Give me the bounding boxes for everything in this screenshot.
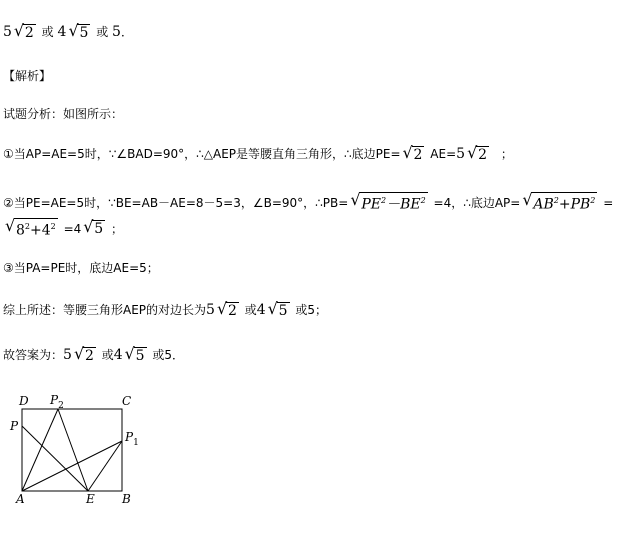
- label-p: P: [10, 419, 19, 433]
- sqrt-symbol: √ 5: [124, 343, 145, 364]
- sqrt-symbol: √ 2: [467, 142, 487, 163]
- summary-line: 综上所述：等腰三角形AEP的对边长为5 √ 2 或4 √ 5 或5；: [3, 298, 328, 319]
- final-answer-line: 故答案为：5 √ 2 或4 √ 5 或5．: [3, 343, 185, 364]
- sqrt-symbol: √ 2: [73, 343, 94, 364]
- label-e: E: [86, 492, 95, 506]
- answer-line: 5 √ 2 或 4 √ 5 或 5．: [3, 20, 133, 41]
- sqrt-symbol: √ 5: [83, 217, 104, 238]
- segment-a-p2: [22, 409, 58, 491]
- label-p1: $P_1$: [125, 430, 139, 448]
- label-a: A: [16, 492, 25, 506]
- sqrt-symbol: √ $AB^2+PB^2$: [522, 190, 596, 213]
- segment-p2-e: [58, 409, 88, 491]
- segment-p-e: [22, 426, 88, 491]
- sqrt-symbol: √ 2: [13, 20, 34, 41]
- case-2-continued: √ $8^2+4^2 =4$ √ 5 ；: [5, 216, 124, 239]
- sqrt-symbol: √ 5: [68, 20, 89, 41]
- sqrt-symbol: √ $PE^2-BE^2$: [350, 190, 426, 213]
- analysis-intro: 试题分析：如图所示：: [3, 107, 124, 121]
- case-1: ①当AP=AE=5时，∵∠BAD=90°，∴△AEP是等腰直角三角形，∴底边PE= √ 2 AE=5 √ 2 ；: [3, 142, 513, 163]
- sqrt-symbol: √ 2: [216, 298, 237, 319]
- case-2: ②当PE=AE=5时，∵BE=AB－AE=8－5=3，∠B=90°，∴PB= √ $PE^2-BE^2 =4$，∴底边AP= √ $AB^2+PB^2$ =: [3, 190, 614, 213]
- segment-e-p1: [88, 441, 122, 491]
- sqrt-symbol: √ 5: [267, 298, 288, 319]
- section-heading: 【解析】: [3, 69, 52, 83]
- label-c: C: [122, 394, 132, 408]
- sqrt-symbol: √ 2: [402, 142, 423, 163]
- label-p2: $P_2$: [50, 393, 64, 411]
- label-b: B: [122, 492, 131, 506]
- rectangle-abcd: [22, 409, 122, 491]
- case-3: ③当PA=PE时，底边AE=5；: [3, 261, 159, 275]
- label-d: D: [19, 394, 29, 408]
- sqrt-symbol: √ $8^2+4^2$: [5, 216, 56, 239]
